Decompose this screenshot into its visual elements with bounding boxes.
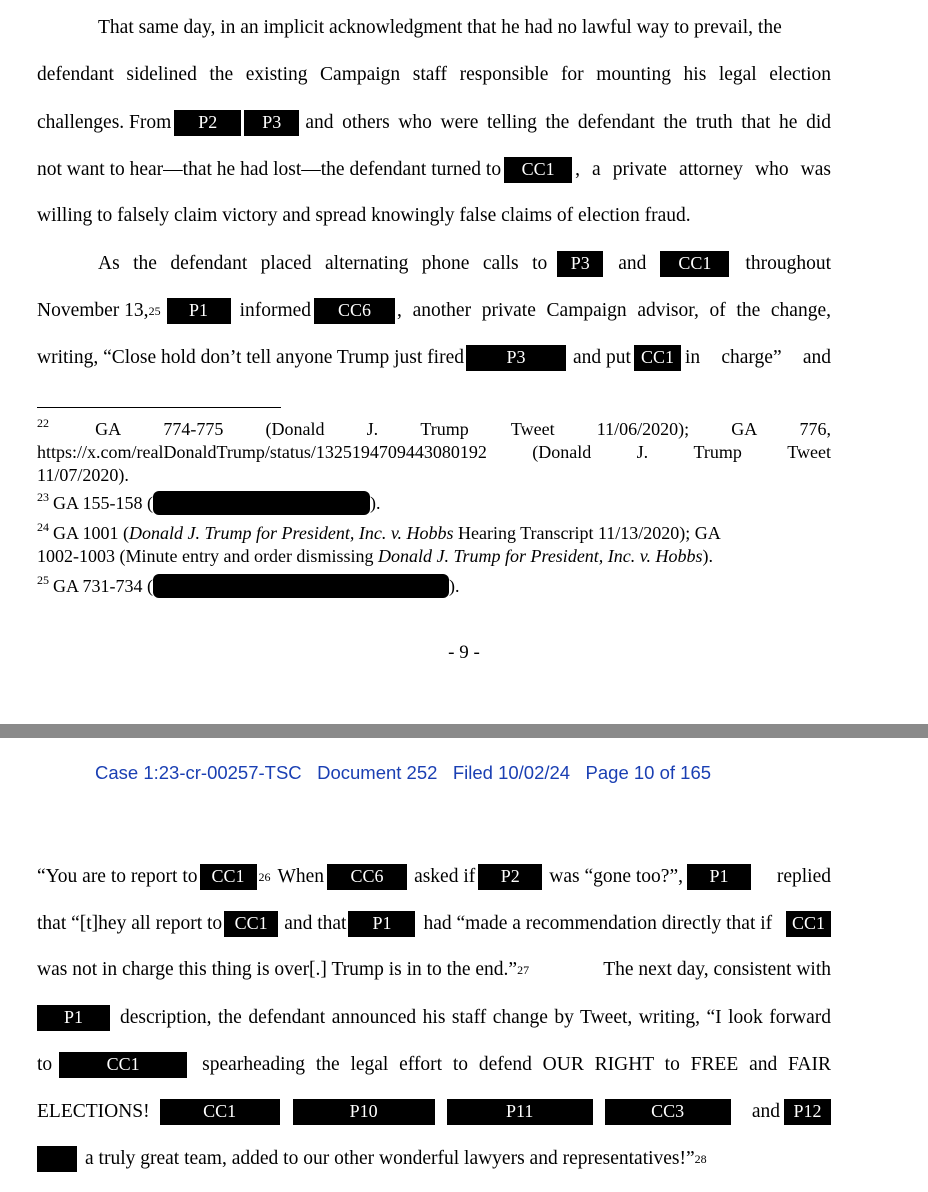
redaction-block bbox=[37, 1146, 77, 1172]
paragraph-text: asked if bbox=[414, 866, 476, 887]
footnote-number: 23 bbox=[37, 489, 49, 504]
footnote-number: 24 bbox=[37, 520, 49, 534]
footnote-word: Tweet bbox=[510, 419, 555, 439]
page-separator bbox=[0, 724, 928, 738]
case-name: Donald J. Trump for President, Inc. v. Hobbs bbox=[377, 546, 703, 566]
footnote-number: 25 bbox=[37, 572, 49, 587]
paragraph-text: informed bbox=[239, 300, 312, 321]
paragraph-text: description, the defendant announced his staff change by Tweet, writing, “I look forward bbox=[120, 1007, 831, 1028]
document-number: Document 252 bbox=[317, 762, 438, 783]
redaction-block bbox=[153, 574, 449, 598]
text-line bbox=[37, 63, 831, 87]
paragraph-text: and put bbox=[573, 347, 631, 368]
paragraph-text: willing to falsely claim victory and spread knowingly false claims of election fraud. bbox=[37, 205, 691, 226]
footnote-line bbox=[37, 464, 831, 487]
footnote-text: GA 155-158 ( bbox=[53, 492, 153, 513]
filed-date: Filed 10/02/24 bbox=[452, 762, 571, 783]
redaction-p1: P1 bbox=[37, 1005, 110, 1031]
paragraph-text: As the defendant placed alternating phone calls to bbox=[98, 253, 548, 274]
text-line bbox=[37, 1005, 831, 1031]
redaction-block bbox=[153, 491, 370, 515]
footnote-word: 11/06/2020); bbox=[596, 419, 690, 439]
footnote-word: GA bbox=[95, 419, 122, 439]
redaction-cc3: CC3 bbox=[605, 1099, 731, 1125]
footnote-line bbox=[37, 522, 831, 545]
footnote-text: ). bbox=[449, 575, 460, 596]
redaction-p3: P3 bbox=[244, 110, 299, 136]
footnote-rule bbox=[37, 407, 281, 408]
page-indicator: Page 10 of 165 bbox=[585, 762, 712, 783]
text-line: was not in charge this thing is over[.] Trump is in to the end.” 27 The next day, consistent with bbox=[37, 959, 831, 980]
paragraph-text: “You are to report to bbox=[37, 866, 198, 887]
redaction-p11: P11 bbox=[447, 1099, 593, 1125]
paragraph-text: writing, “Close hold don’t tell anyone Trump just fired bbox=[37, 347, 464, 368]
paragraph-text: not want to hear—that he had lost—the defendant turned to bbox=[37, 159, 502, 180]
paragraph-text: to bbox=[37, 1054, 53, 1075]
footnote-text: 1002-1003 (Minute entry and order dismissing bbox=[37, 546, 378, 566]
text-line bbox=[37, 911, 831, 937]
footnote-word: Trump bbox=[693, 442, 742, 462]
text-line bbox=[37, 345, 831, 371]
page-number: - 9 - bbox=[448, 642, 480, 663]
footnote-22 bbox=[37, 418, 831, 487]
text-line bbox=[98, 251, 831, 277]
text-line: “You are to report to CC1 26 When CC6 asked if P2 was “gone too?”, P1 replied bbox=[37, 864, 831, 890]
redaction-cc1: CC1 bbox=[660, 251, 729, 277]
redaction-cc1: CC1 bbox=[160, 1099, 280, 1125]
case-name: Donald J. Trump for President, Inc. v. Hobbs bbox=[129, 523, 454, 543]
paragraph-text: in charge” and bbox=[684, 347, 831, 368]
footnote-text: GA 731-734 ( bbox=[53, 575, 153, 596]
text-line bbox=[37, 1099, 831, 1125]
redaction-p12: P12 bbox=[784, 1099, 831, 1125]
text-line: a truly great team, added to our other wonderful lawyers and representatives!” 28 bbox=[37, 1146, 831, 1172]
redaction-cc1: CC1 bbox=[634, 345, 681, 371]
text-line bbox=[37, 110, 831, 136]
paragraph-text: was “gone too?”, bbox=[549, 866, 683, 887]
footnote-25 bbox=[37, 574, 831, 598]
footnote-text: ). bbox=[702, 546, 713, 566]
redaction-cc1: CC1 bbox=[59, 1052, 187, 1078]
redaction-cc1: CC1 bbox=[200, 864, 257, 890]
case-header bbox=[95, 762, 711, 784]
footnote-number: 22 bbox=[37, 416, 49, 430]
redaction-cc1: CC1 bbox=[786, 911, 831, 937]
redaction-p1: P1 bbox=[348, 911, 415, 937]
paragraph-text: and bbox=[751, 1101, 780, 1122]
paragraph-text: replied bbox=[776, 866, 831, 887]
paragraph-text: , a private attorney who was bbox=[575, 159, 831, 180]
redaction-p2: P2 bbox=[478, 864, 542, 890]
paragraph-text: and that bbox=[284, 913, 347, 934]
redaction-p3: P3 bbox=[466, 345, 566, 371]
paragraph-text: that “[t]hey all report to bbox=[37, 913, 223, 934]
footnote-text: Hearing Transcript 11/13/2020); GA bbox=[453, 523, 721, 543]
footnote-word: Tweet bbox=[787, 442, 831, 462]
redaction-p1: P1 bbox=[687, 864, 751, 890]
paragraph-text: The next day, consistent with bbox=[603, 959, 831, 980]
paragraph-text: November 13, bbox=[37, 300, 149, 321]
redaction-cc6: CC6 bbox=[327, 864, 407, 890]
paragraph-text: challenges. From bbox=[37, 112, 172, 133]
redaction-p10: P10 bbox=[293, 1099, 435, 1125]
paragraph-text: a truly great team, added to our other wonderful lawyers and representatives!” bbox=[85, 1148, 695, 1169]
footnote-23 bbox=[37, 491, 831, 515]
redaction-p3: P3 bbox=[557, 251, 603, 277]
footnote-line bbox=[37, 418, 831, 441]
text-line bbox=[98, 16, 831, 40]
footnote-word: 776, bbox=[799, 419, 831, 439]
footnote-text: GA 1001 ( bbox=[53, 523, 129, 543]
text-line bbox=[37, 204, 831, 228]
footnote-word: (Donald bbox=[265, 419, 325, 439]
footnote-link[interactable]: https://x.com/realDonaldTrump/status/1325194709443080192 bbox=[37, 442, 487, 462]
footnote-word: GA bbox=[731, 419, 758, 439]
redaction-p1: P1 bbox=[167, 298, 231, 324]
footnote-word: J. bbox=[366, 419, 379, 439]
text-line bbox=[37, 1052, 831, 1078]
paragraph-text: spearheading the legal effort to defend OUR RIGHT to FREE and FAIR bbox=[202, 1054, 831, 1075]
footnote-word: (Donald bbox=[532, 442, 592, 462]
case-number: Case 1:23-cr-00257-TSC bbox=[95, 762, 302, 783]
paragraph-text: and others who were telling the defendant the truth that he did bbox=[305, 112, 831, 133]
paragraph-text: defendant sidelined the existing Campaign staff responsible for mounting his legal election bbox=[37, 64, 831, 85]
paragraph-text: ELECTIONS! bbox=[37, 1101, 150, 1122]
footnote-word: 774-775 bbox=[163, 419, 224, 439]
redaction-p2: P2 bbox=[174, 110, 241, 136]
footnote-line bbox=[37, 545, 831, 568]
paragraph-text: throughout bbox=[745, 253, 831, 274]
paragraph-text: was not in charge this thing is over[.] Trump is in to the end.” bbox=[37, 959, 518, 980]
redaction-cc1: CC1 bbox=[224, 911, 278, 937]
paragraph-text: That same day, in an implicit acknowledgment that he had no lawful way to prevail, the bbox=[98, 17, 782, 38]
footnote-word: 11/07/2020). bbox=[37, 465, 129, 485]
footnote-line bbox=[37, 441, 831, 464]
redaction-cc1: CC1 bbox=[504, 157, 572, 183]
paragraph-text: When bbox=[277, 866, 325, 887]
footnote-24 bbox=[37, 522, 831, 568]
redaction-cc6: CC6 bbox=[314, 298, 395, 324]
footnote-word: J. bbox=[636, 442, 649, 462]
footnote-text: ). bbox=[370, 492, 381, 513]
paragraph-text: and bbox=[618, 253, 647, 274]
text-line bbox=[37, 157, 831, 183]
paragraph-text: had “made a recommendation directly that if bbox=[423, 913, 773, 934]
text-line: November 13, 25 P1 informed CC6 , another private Campaign advisor, of the change, bbox=[37, 298, 831, 324]
footnote-word: Trump bbox=[420, 419, 469, 439]
paragraph-text: , another private Campaign advisor, of the change, bbox=[397, 300, 831, 321]
